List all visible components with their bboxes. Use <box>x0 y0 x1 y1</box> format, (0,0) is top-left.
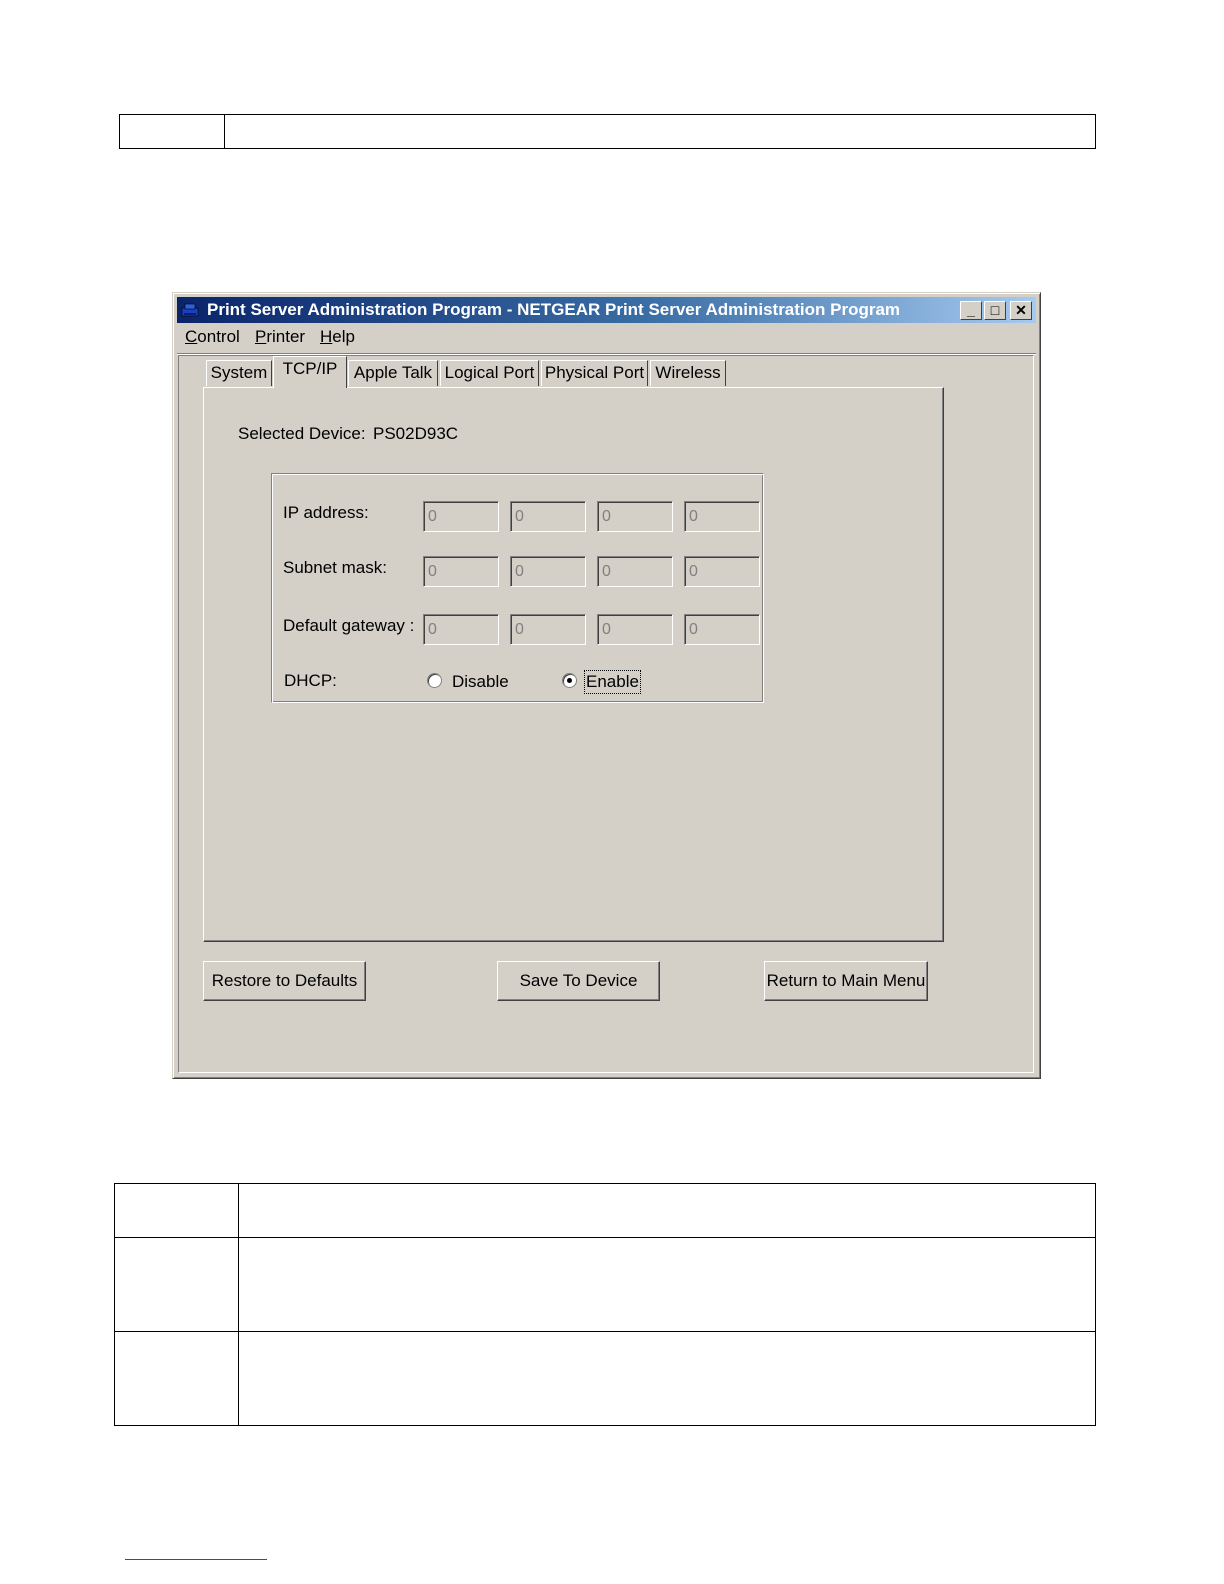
gateway-octet-2[interactable]: 0 <box>510 614 586 645</box>
maximize-button[interactable] <box>984 301 1006 320</box>
gateway-octet-1[interactable]: 0 <box>423 614 499 645</box>
restore-defaults-button[interactable]: Restore to Defaults <box>203 961 366 1001</box>
dhcp-disable-radio[interactable] <box>427 673 442 688</box>
top-table-divider <box>224 114 225 149</box>
subnet-mask-label: Subnet mask: <box>283 558 387 577</box>
window-title: Print Server Administration Program - NETGEAR Print Server Administration Program <box>207 300 901 319</box>
ip-settings-group <box>271 473 764 703</box>
ip-octet-3[interactable]: 0 <box>597 501 673 532</box>
ip-address-label: IP address: <box>283 503 369 522</box>
ip-octet-2[interactable]: 0 <box>510 501 586 532</box>
gateway-octet-4[interactable]: 0 <box>684 614 760 645</box>
tab-physical-port[interactable]: Physical Port <box>541 360 648 386</box>
return-main-menu-button[interactable]: Return to Main Menu <box>764 961 928 1001</box>
bottom-table-divider <box>238 1183 239 1426</box>
dhcp-enable-label[interactable]: Enable <box>586 672 639 691</box>
maximize-icon: □ <box>990 302 1000 318</box>
close-icon: ✕ <box>1015 302 1027 318</box>
tcp-ip-panel <box>203 387 944 942</box>
minimize-icon: _ <box>967 302 975 318</box>
radio-selected-dot <box>567 678 572 683</box>
menu-help[interactable]: Help <box>320 327 355 346</box>
printer-app-icon <box>181 302 199 318</box>
menu-bar <box>177 325 1036 349</box>
selected-device-label: Selected Device: <box>238 424 366 443</box>
save-to-device-button[interactable]: Save To Device <box>497 961 660 1001</box>
app-window <box>172 292 1041 1079</box>
dhcp-enable-radio[interactable] <box>562 673 577 688</box>
tab-apple-talk[interactable]: Apple Talk <box>348 360 438 386</box>
subnet-octet-2[interactable]: 0 <box>510 556 586 587</box>
subnet-octet-3[interactable]: 0 <box>597 556 673 587</box>
menu-control[interactable]: Control <box>185 327 240 346</box>
minimize-button[interactable] <box>960 301 982 320</box>
subnet-octet-1[interactable]: 0 <box>423 556 499 587</box>
top-table <box>119 114 1096 149</box>
close-button[interactable] <box>1010 301 1032 320</box>
bottom-table-row-line-2 <box>114 1331 1096 1332</box>
selected-device-value: PS02D93C <box>373 424 459 443</box>
dhcp-label: DHCP: <box>284 671 337 690</box>
menu-printer[interactable]: Printer <box>255 327 306 346</box>
ip-octet-4[interactable]: 0 <box>684 501 760 532</box>
ip-octet-1[interactable]: 0 <box>423 501 499 532</box>
default-gateway-label: Default gateway : <box>283 616 415 635</box>
gateway-octet-3[interactable]: 0 <box>597 614 673 645</box>
tab-system[interactable]: System <box>206 360 272 386</box>
bottom-table <box>114 1183 1096 1426</box>
bottom-table-row-line-1 <box>114 1237 1096 1238</box>
tab-wireless[interactable]: Wireless <box>650 360 726 386</box>
dhcp-disable-label[interactable]: Disable <box>452 672 509 691</box>
title-bar[interactable] <box>177 297 1036 323</box>
tab-logical-port[interactable]: Logical Port <box>440 360 539 386</box>
tab-tcp-ip[interactable]: TCP/IP <box>273 356 347 388</box>
footnote-rule <box>125 1559 267 1560</box>
subnet-octet-4[interactable]: 0 <box>684 556 760 587</box>
